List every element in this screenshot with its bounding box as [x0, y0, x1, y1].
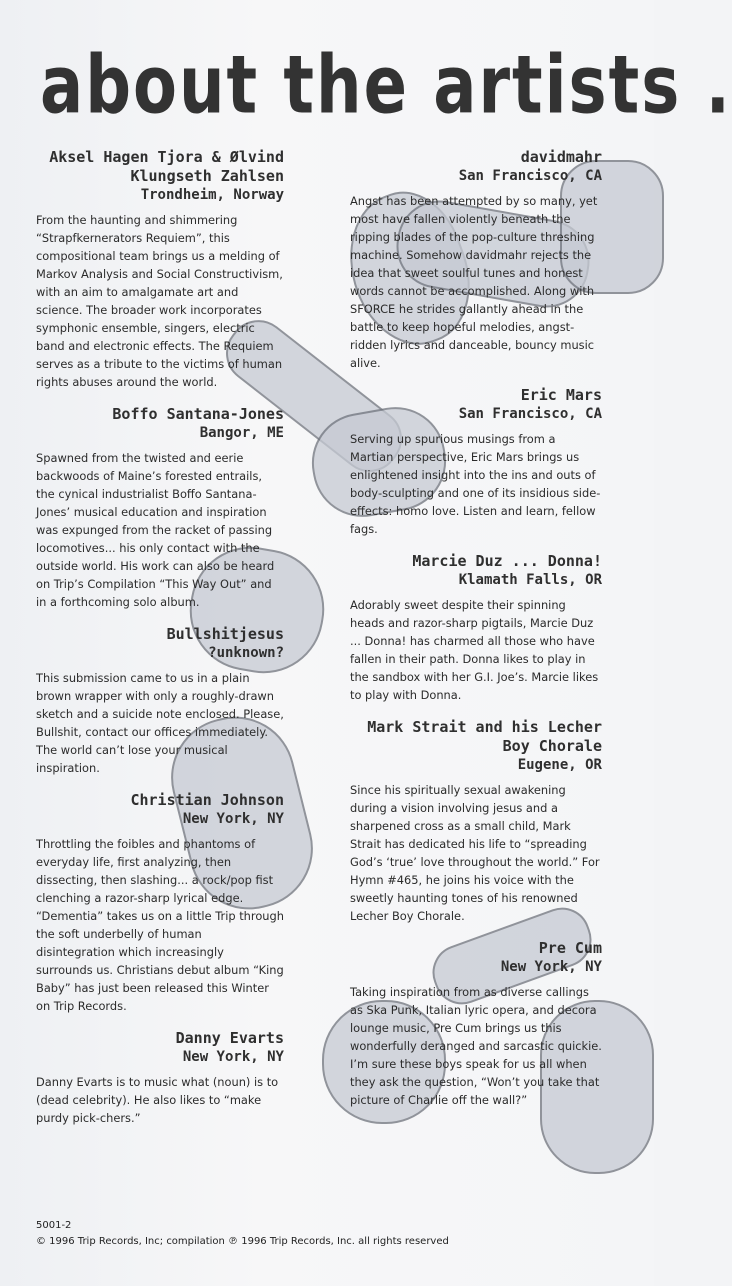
artist-location: New York, NY — [182, 811, 284, 827]
artist-name: Bullshitjesus — [166, 625, 284, 643]
artist-location: Trondheim, Norway — [140, 187, 284, 203]
artist-entry — [36, 791, 284, 1015]
left-column — [36, 148, 284, 1141]
artist-entry — [350, 718, 602, 925]
artist-entry — [36, 1029, 284, 1127]
artist-entry — [36, 148, 284, 391]
artist-entry — [36, 625, 284, 777]
artist-bio: Taking inspiration from as diverse callings as Ska Punk, Italian lyric opera, and decora lounge music, Pre Cum brings us this wonderfully deranged and sarcastic quickie. I’m sure these boys speak for us all when they ask the question, “Won’t you take that picture of Charlie off the wall?” — [350, 985, 602, 1107]
artist-name: Boffo Santana-Jones — [112, 405, 284, 423]
right-column — [350, 148, 602, 1123]
artist-name: Marcie Duz ... Donna! — [412, 552, 602, 570]
page-title: about the artists . — [40, 40, 732, 133]
artist-name: Christian Johnson — [130, 791, 284, 809]
artist-name: Danny Evarts — [175, 1029, 284, 1047]
artist-location: Bangor, ME — [199, 425, 284, 441]
artist-bio: From the haunting and shimmering “Strapfkernerators Requiem”, this compositional team brings us a melding of Markov Analysis and Social Constructivism, with an aim to amalgamate art and science. The broader work incorporates symphonic ensemble, singers, electric band and electronic effects. The Requiem serves as a tribute to the victims of human rights abuses around the world. — [36, 213, 283, 389]
artist-name: Aksel Hagen Tjora & Ølvind Klungseth Zahlsen — [49, 148, 284, 185]
artist-name: davidmahr — [520, 148, 602, 166]
artist-location: New York, NY — [182, 1049, 284, 1065]
artist-location: New York, NY — [500, 959, 602, 975]
footer — [36, 1218, 449, 1250]
artist-bio: This submission came to us in a plain brown wrapper with only a roughly-drawn sketch and a suicide note enclosed. Please, Bullshit, contact our offices immediately. The world can’t lose your musical inspiration. — [36, 671, 284, 775]
artist-entry — [350, 148, 602, 372]
artist-location: San Francisco, CA — [458, 168, 602, 184]
artist-bio: Throttling the foibles and phantoms of everyday life, first analyzing, then dissecting, then slashing... a rock/pop fist clenching a razor-sharp lyrical edge. “Dementia” takes us on a little Trip through the soft underbelly of human disintegration which increasingly surrounds us. Christians debut album “King Baby” has just been released this Winter on Trip Records. — [36, 837, 284, 1013]
artist-location: ?unknown? — [208, 645, 284, 661]
artist-bio: Spawned from the twisted and eerie backwoods of Maine’s forested entrails, the cynical industrialist Boffo Santana-Jones’ musical education and inspiration was expunged from the racket of passing locomotives... his only contact with the outside world. His work can also be heard on Trip’s Compilation “This Way Out” and in a forthcoming solo album. — [36, 451, 275, 609]
artist-name: Mark Strait and his Lecher Boy Chorale — [367, 718, 602, 755]
copyright-text: © 1996 Trip Records, Inc; compilation ℗ 1996 Trip Records, Inc. all rights reserved — [36, 1236, 449, 1247]
catalog-number: 5001-2 — [36, 1220, 72, 1231]
artist-entry — [350, 939, 602, 1109]
artist-bio: Serving up spurious musings from a Martian perspective, Eric Mars brings us enlightened insight into the ins and outs of body-sculpting and one of its insidious side-effects: homo love. Listen and learn, fellow fags. — [350, 432, 601, 536]
artist-entry — [36, 405, 284, 611]
artist-bio: Since his spiritually sexual awakening during a vision involving jesus and a sharpened cross as a small child, Mark Strait has dedicated his life to “spreading God’s ‘true’ love throughout the world.” For Hymn #465, he joins his voice with the sweetly haunting tones of his renowned Lecher Boy Chorale. — [350, 783, 600, 923]
artist-bio: Adorably sweet despite their spinning heads and razor-sharp pigtails, Marcie Duz ... Donna! has charmed all those who have fallen in their path. Donna likes to play in the sandbox with her G.I. Joe’s. Marcie likes to play with Donna. — [350, 598, 599, 702]
artist-entry — [350, 552, 602, 704]
artist-name: Eric Mars — [520, 386, 602, 404]
artist-bio: Angst has been attempted by so many, yet most have fallen violently beneath the ripping blades of the pop-culture threshing machine. Somehow davidmahr rejects the idea that sweet soulful tunes and honest words cannot be accomplished. Along with SFORCE he strides gallantly ahead in the battle to keep hopeful melodies, angst-ridden lyrics and danceable, bouncy music alive. — [350, 194, 598, 370]
artist-location: Eugene, OR — [517, 757, 602, 773]
artist-name: Pre Cum — [538, 939, 602, 957]
artist-location: Klamath Falls, OR — [458, 572, 602, 588]
artist-bio: Danny Evarts is to music what (noun) is to (dead celebrity). He also likes to “make purdy pick-chers.” — [36, 1075, 279, 1125]
artist-entry — [350, 386, 602, 538]
artist-location: San Francisco, CA — [458, 406, 602, 422]
